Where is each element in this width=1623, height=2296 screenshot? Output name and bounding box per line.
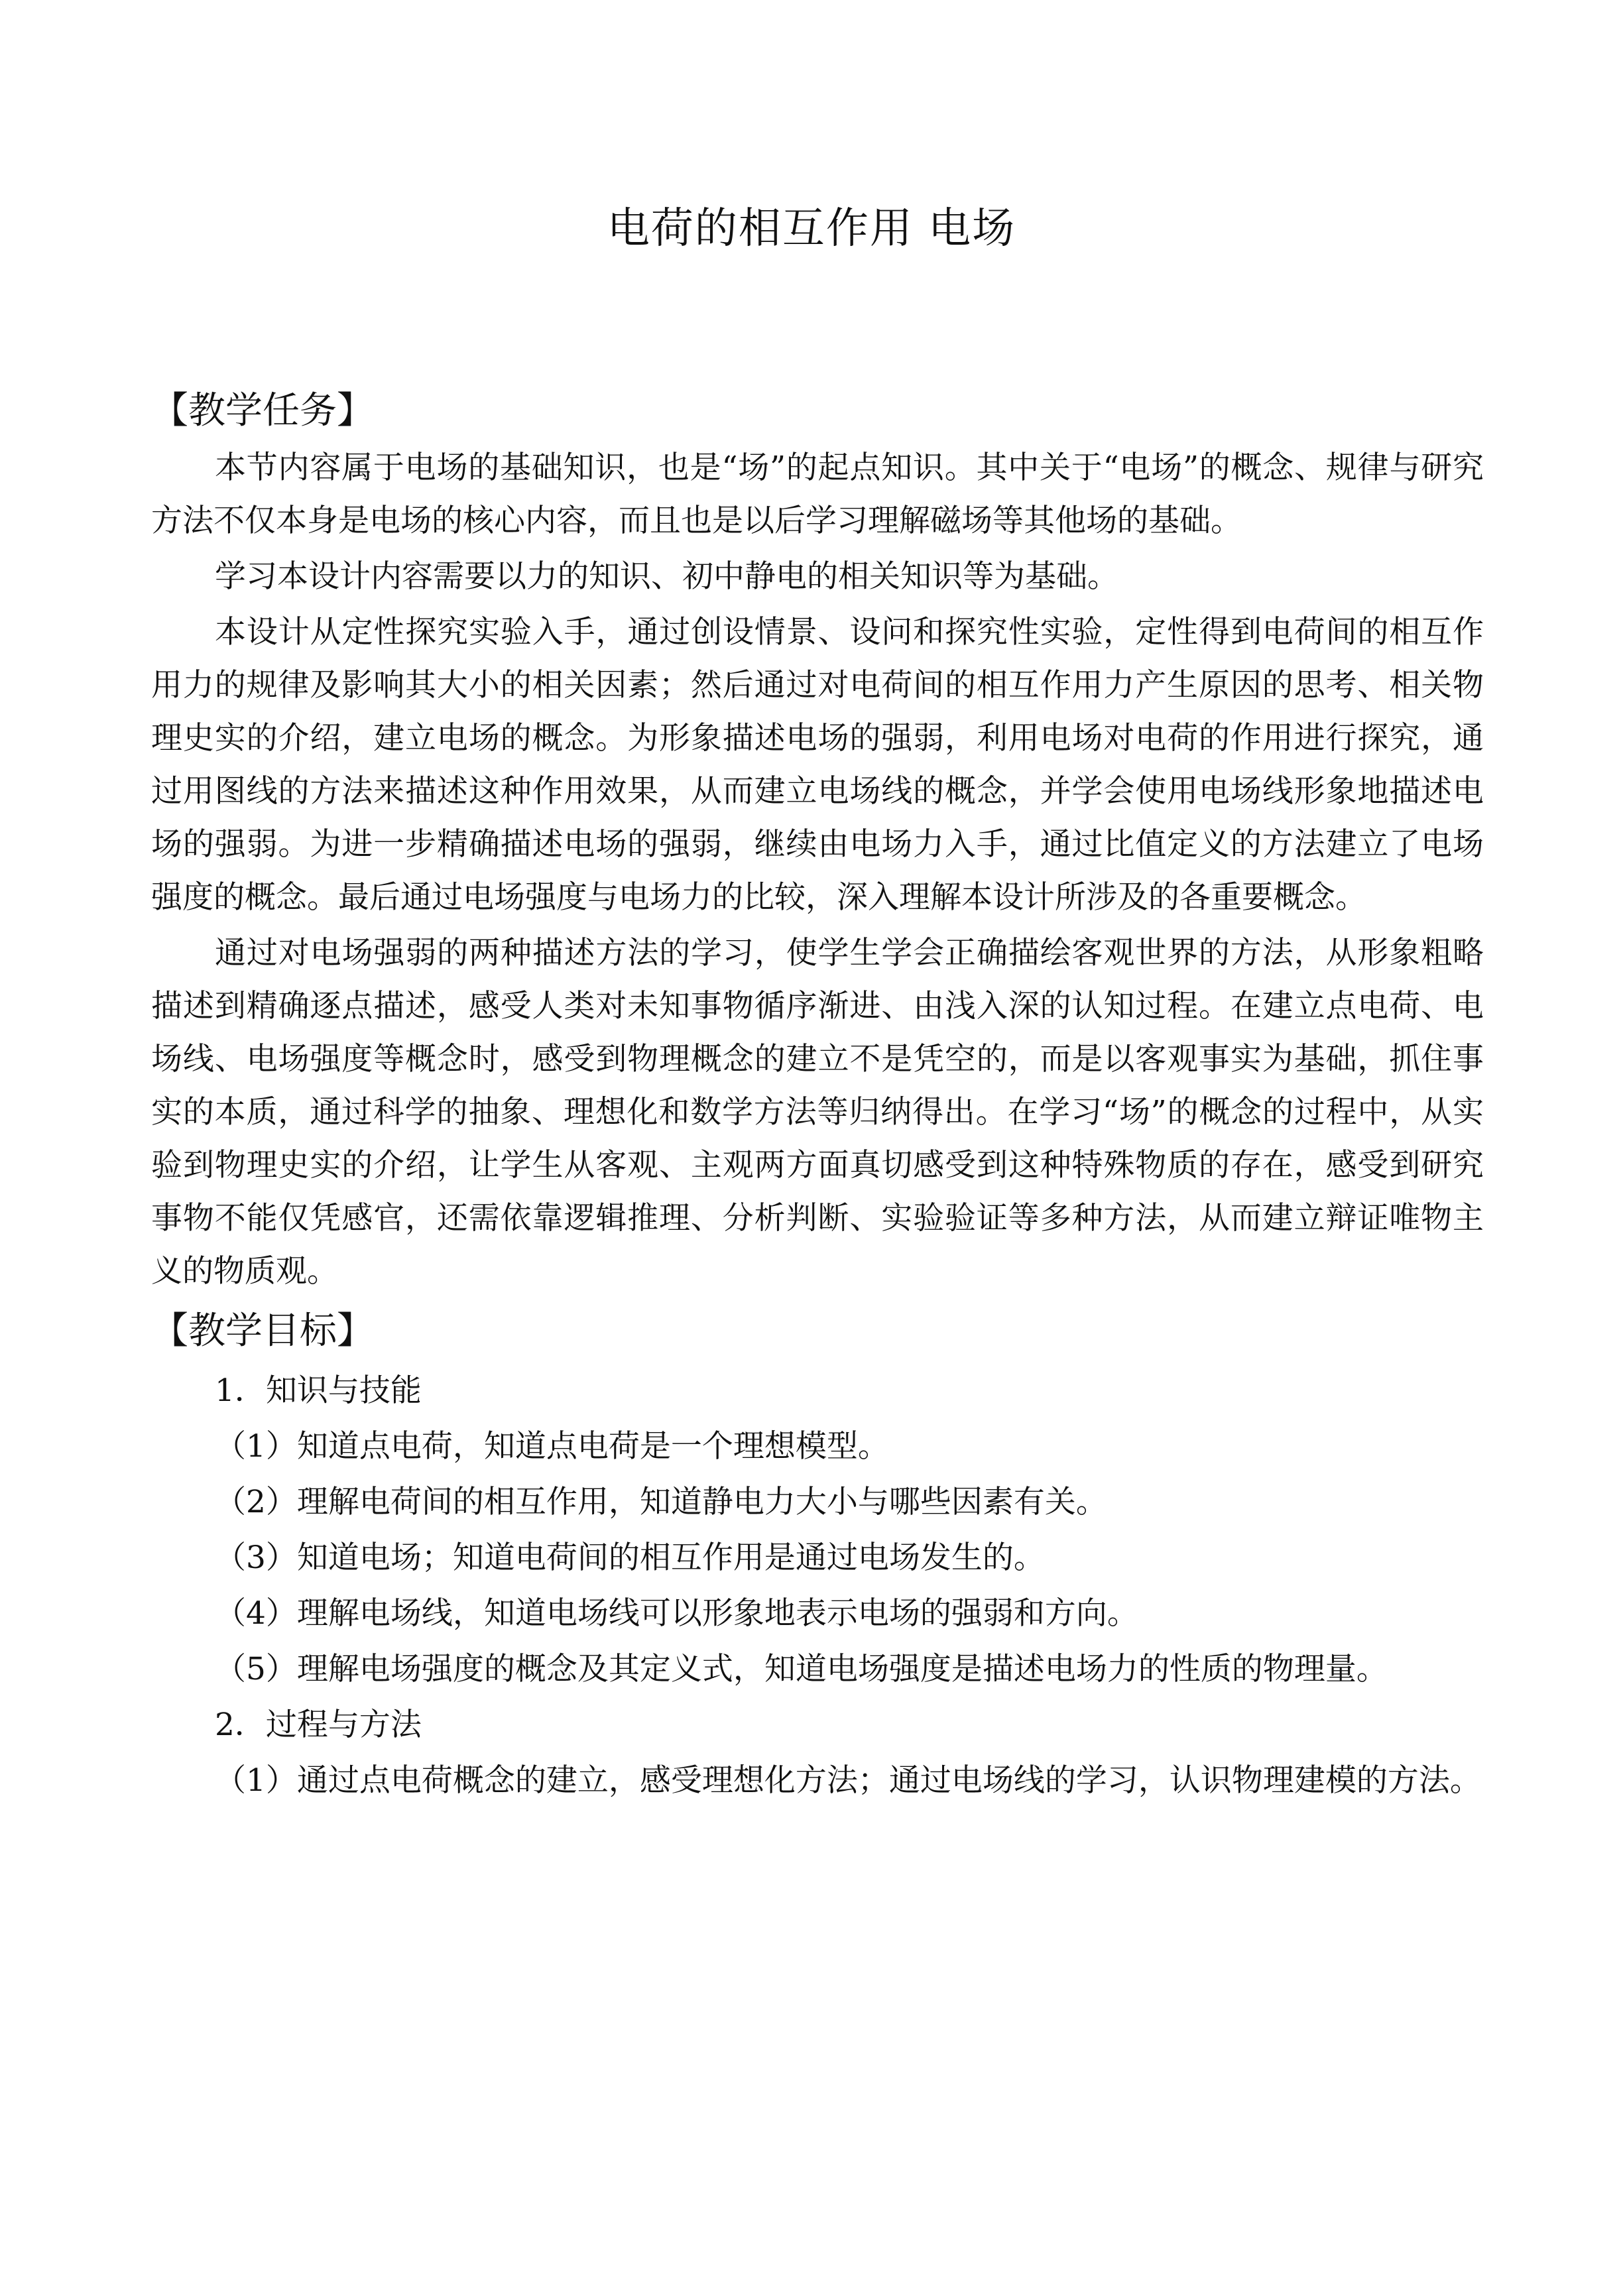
section-teaching-goals bbox=[151, 1301, 1484, 1807]
section-heading: 【教学任务】 bbox=[151, 389, 374, 432]
list-item: （2）理解电荷间的相互作用，知道静电力大小与哪些因素有关。 bbox=[215, 1484, 1107, 1520]
list-item: （1）知道点电荷，知道点电荷是一个理想模型。 bbox=[215, 1428, 889, 1465]
document-body bbox=[151, 381, 1484, 1810]
document-title: 电荷的相互作用 电场 bbox=[607, 204, 1016, 253]
subsection-heading: 1．知识与技能 bbox=[215, 1372, 422, 1409]
list-item: （4）理解电场线，知道电场线可以形象地表示电场的强弱和方向。 bbox=[215, 1595, 1138, 1632]
paragraph: 本节内容属于电场的基础知识，也是“场”的起点知识。其中关于“电场”的概念、规律与研究方法不仅本身是电场的核心内容，而且也是以后学习理解磁场等其他场的基础。 bbox=[151, 450, 1484, 539]
section-heading: 【教学目标】 bbox=[151, 1309, 374, 1353]
subsection-process-methods bbox=[151, 1699, 1484, 1807]
paragraph: 本设计从定性探究实验入手，通过创设情景、设问和探究性实验，定性得到电荷间的相互作用力的规律及影响其大小的相关因素；然后通过对电荷间的相互作用力产生原因的思考、相关物理史实的介绍，建立电场的概念。为形象描述电场的强弱，利用电场对电荷的作用进行探究，通过用图线的方法来描述这种作用效果，从而建立电场线的概念，并学会使用电场线形象地描述电场的强弱。为进一步精确描述电场的强弱，继续由电场力入手，通过比值定义的方法建立了电场强度的概念。最后通过电场强度与电场力的比较，深入理解本设计所涉及的各重要概念。 bbox=[151, 614, 1484, 916]
list-item: （5）理解电场强度的概念及其定义式，知道电场强度是描述电场力的性质的物理量。 bbox=[215, 1651, 1388, 1687]
paragraph: 通过对电场强弱的两种描述方法的学习，使学生学会正确描绘客观世界的方法，从形象粗略描述到精确逐点描述，感受人类对未知事物循序渐进、由浅入深的认知过程。在建立点电荷、电场线、电场强度等概念时，感受到物理概念的建立不是凭空的，而是以客观事实为基础，抓住事实的本质，通过科学的抽象、理想化和数学方法等归纳得出。在学习“场”的概念的过程中，从实验到物理史实的介绍，让学生从客观、主观两方面真切感受到这种特殊物质的存在，感受到研究事物不能仅凭感官，还需依靠逻辑推理、分析判断、实验验证等多种方法，从而建立辩证唯物主义的物质观。 bbox=[151, 935, 1484, 1290]
list-item: （3）知道电场；知道电荷间的相互作用是通过电场发生的。 bbox=[215, 1540, 1045, 1576]
section-teaching-task bbox=[151, 381, 1484, 1298]
list-item: （1）通过点电荷概念的建立，感受理想化方法；通过电场线的学习，认识物理建模的方法。 bbox=[215, 1762, 1481, 1799]
subsection-heading: 2．过程与方法 bbox=[215, 1707, 422, 1743]
subsection-knowledge-skills bbox=[151, 1364, 1484, 1696]
paragraph: 学习本设计内容需要以力的知识、初中静电的相关知识等为基础。 bbox=[215, 558, 1118, 595]
